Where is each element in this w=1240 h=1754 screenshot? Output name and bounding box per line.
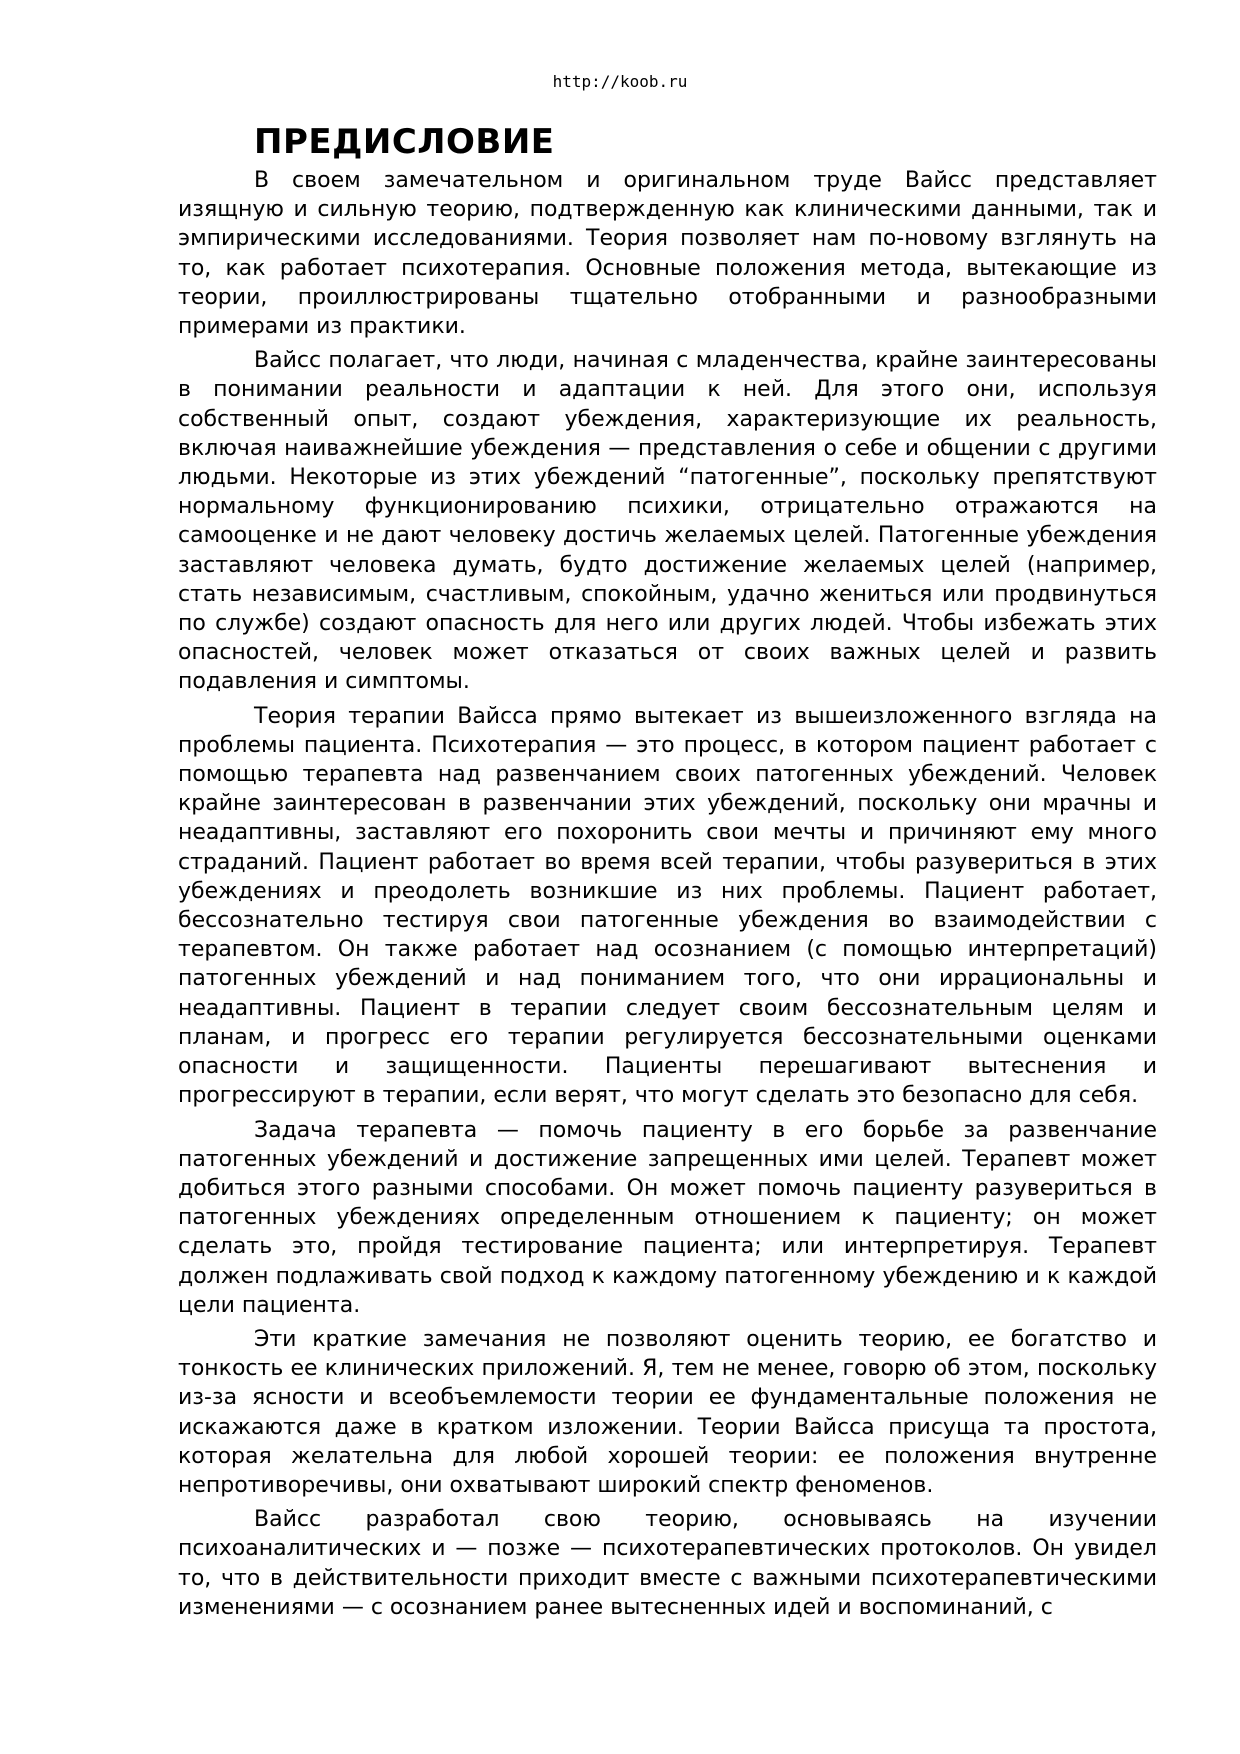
document-body	[178, 118, 1157, 1627]
paragraph: В своем замечательном и оригинальном труде Вайсс представляет изящную и сильную теорию, подтвержденную как клиническими данными, так и эмпирическими исследованиями. Теория позволяет нам по-новому взглянуть на то, как работает психотерапия. Основные положения метода, вытекающие из теории, проиллюстрированы тщательно отобранными и разнообразными примерами из практики.	[178, 168, 1157, 340]
page-title: ПРЕДИСЛОВИЕ	[254, 122, 555, 162]
paragraph: Эти краткие замечания не позволяют оценить теорию, ее богатство и тонкость ее клинических приложений. Я, тем не менее, говорю об этом, поскольку из-за ясности и всеобъемлемости теории ее фундаментальные положения не искажаются даже в кратком изложении. Теории Вайсса присуща та простота, которая желательна для любой хорошей теории: ее положения внутренне непротиворечивы, они охватывают широкий спектр феноменов.	[178, 1326, 1157, 1498]
paragraph: Теория терапии Вайсса прямо вытекает из вышеизложенного взгляда на проблемы пациента. Психотерапия — это процесс, в котором пациент работает с помощью терапевта над развенчанием своих патогенных убеждений. Человек крайне заинтересован в развенчании этих убеждений, поскольку они мрачны и неадаптивны, заставляют его похоронить свои мечты и причиняют ему много страданий. Пациент работает во время всей терапии, чтобы разувериться в этих убеждениях и преодолеть возникшие из них проблемы. Пациент работает, бессознательно тестируя свои патогенные убеждения во взаимодействии с терапевтом. Он также работает над осознанием (с помощью интерпретаций) патогенных убеждений и над пониманием того, что они иррациональны и неадаптивны. Пациент в терапии следует своим бессознательным целям и планам, и прогресс его терапии регулируется бессознательными оценками опасности и защищенности. Пациенты перешагивают вытеснения и прогрессируют в терапии, если верят, что могут сделать это безопасно для себя.	[178, 703, 1157, 1109]
paragraph: Вайсс полагает, что люди, начиная с младенчества, крайне заинтересованы в понимании реальности и адаптации к ней. Для этого они, используя собственный опыт, создают убеждения, характеризующие их реальность, включая наиважнейшие убеждения — представления о себе и общении с другими людьми. Некоторые из этих убеждений “патогенные”, поскольку препятствуют нормальному функционированию психики, отрицательно отражаются на самооценке и не дают человеку достичь желаемых целей. Патогенные убеждения заставляют человека думать, будто достижение желаемых целей (например, стать независимым, счастливым, спокойным, удачно жениться или продвинуться по службе) создают опасность для него или других людей. Чтобы избежать этих опасностей, человек может отказаться от своих важных целей и развить подавления и симптомы.	[178, 348, 1157, 695]
header-url: http://koob.ru	[552, 72, 688, 91]
paragraph: Вайсс разработал свою теорию, основываясь на изучении психоаналитических и — позже — психотерапевтических протоколов. Он увидел то, что в действительности приходит вместе с важными психотерапевтическими изменениями — с осознанием ранее вытесненных идей и воспоминаний, с	[178, 1507, 1157, 1620]
paragraph: Задача терапевта — помочь пациенту в его борьбе за развенчание патогенных убеждений и достижение запрещенных ими целей. Терапевт может добиться этого разными способами. Он может помочь пациенту разувериться в патогенных убеждениях определенным отношением к пациенту; он может сделать это, пройдя тестирование пациента; или интерпретируя. Терапевт должен подлаживать свой подход к каждому патогенному убеждению и к каждой цели пациента.	[178, 1117, 1157, 1318]
